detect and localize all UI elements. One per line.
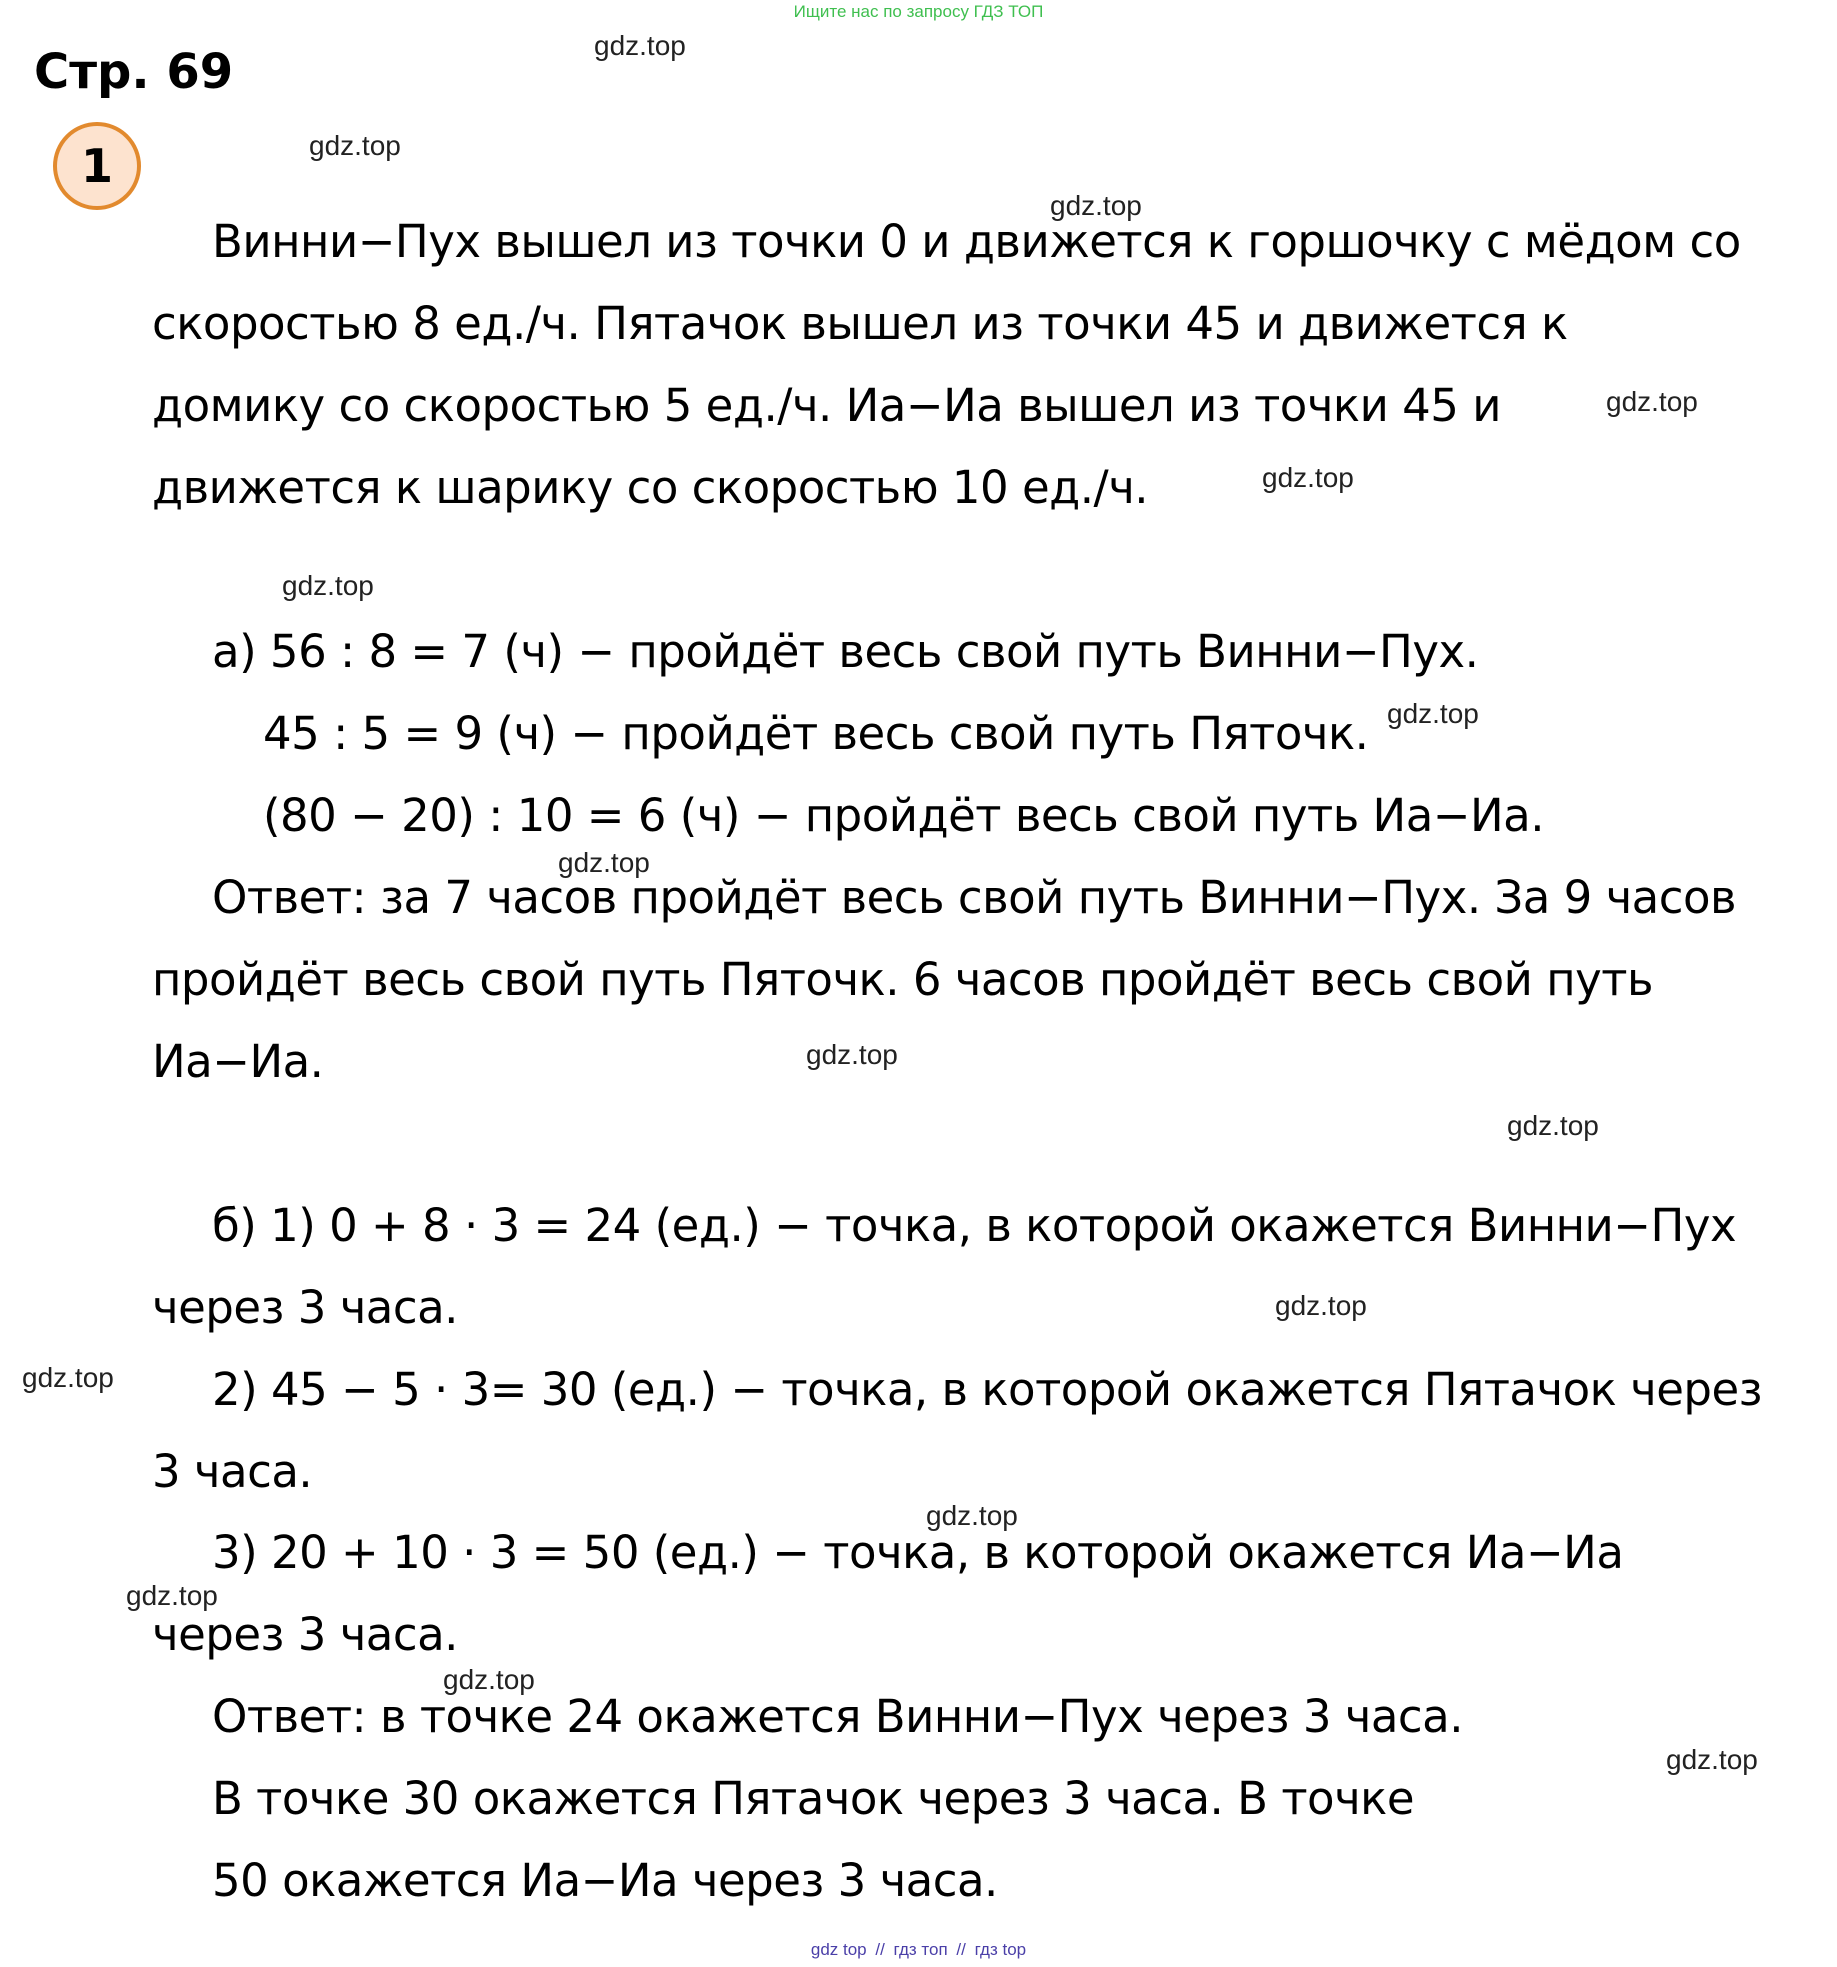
part-a-answer-line: пройдёт весь свой путь Пяточк. 6 часов пройдёт весь свой путь	[152, 953, 1653, 1006]
watermark: gdz.top	[594, 30, 686, 61]
page-title: Стр. 69	[34, 44, 234, 100]
top-banner: Ищите нас по запросу ГДЗ ТОП	[793, 2, 1044, 21]
part-a-line: (80 − 20) : 10 = 6 (ч) − пройдёт весь свой путь Иа−Иа.	[263, 789, 1545, 842]
watermark: gdz.top	[1606, 386, 1698, 417]
part-a-line: а) 56 : 8 = 7 (ч) − пройдёт весь свой путь Винни−Пух.	[212, 625, 1479, 678]
footer-separator: //	[956, 1940, 966, 1959]
watermark: gdz.top	[22, 1362, 114, 1393]
footer-link: гдз top	[974, 1940, 1027, 1959]
part-a-answer-line: Иа−Иа.	[152, 1035, 324, 1088]
part-b-line: 3 часа.	[152, 1445, 313, 1498]
part-b-answer-line: В точке 30 окажется Пятачок через 3 часа. В точке	[212, 1772, 1415, 1825]
watermark: gdz.top	[1262, 462, 1354, 493]
watermark: gdz.top	[1666, 1744, 1758, 1775]
watermark: gdz.top	[1507, 1110, 1599, 1141]
problem-line: скоростью 8 ед./ч. Пятачок вышел из точки 45 и движется к	[152, 297, 1568, 350]
task-number: 1	[80, 139, 113, 193]
part-b-line: 2) 45 − 5 · 3= 30 (ед.) − точка, в которой окажется Пятачок через	[212, 1363, 1763, 1416]
watermark: gdz.top	[443, 1664, 535, 1695]
problem-line: домику со скоростью 5 ед./ч. Иа−Иа вышел из точки 45 и	[152, 379, 1501, 432]
watermark: gdz.top	[1387, 698, 1479, 729]
footer-link: гдз топ	[893, 1940, 948, 1959]
part-b-line: через 3 часа.	[152, 1281, 458, 1334]
watermark: gdz.top	[806, 1039, 898, 1070]
task-number-badge	[53, 122, 141, 210]
part-a-answer-line: Ответ: за 7 часов пройдёт весь свой путь Винни−Пух. За 9 часов	[212, 871, 1737, 924]
part-b-answer-line: Ответ: в точке 24 окажется Винни−Пух через 3 часа.	[212, 1690, 1464, 1743]
part-b-answer-line: 50 окажется Иа−Иа через 3 часа.	[212, 1854, 998, 1907]
problem-line: Винни−Пух вышел из точки 0 и движется к горшочку с мёдом со	[212, 215, 1741, 268]
part-b-line: б) 1) 0 + 8 · 3 = 24 (ед.) − точка, в которой окажется Винни−Пух	[212, 1199, 1737, 1252]
watermark: gdz.top	[926, 1500, 1018, 1531]
watermark: gdz.top	[309, 130, 401, 161]
watermark: gdz.top	[1050, 190, 1142, 221]
footer	[0, 1940, 1837, 1960]
part-b-line: 3) 20 + 10 · 3 = 50 (ед.) − точка, в которой окажется Иа−Иа	[212, 1526, 1624, 1579]
problem-line: движется к шарику со скоростью 10 ед./ч.	[152, 461, 1149, 514]
footer-separator: //	[875, 1940, 885, 1959]
watermark: gdz.top	[282, 570, 374, 601]
part-a-line: 45 : 5 = 9 (ч) − пройдёт весь свой путь Пяточк.	[263, 707, 1369, 760]
watermark: gdz.top	[558, 847, 650, 878]
part-b-line: через 3 часа.	[152, 1608, 458, 1661]
footer-link: gdz top	[810, 1940, 867, 1959]
watermark: gdz.top	[1275, 1290, 1367, 1321]
watermark: gdz.top	[126, 1580, 218, 1611]
